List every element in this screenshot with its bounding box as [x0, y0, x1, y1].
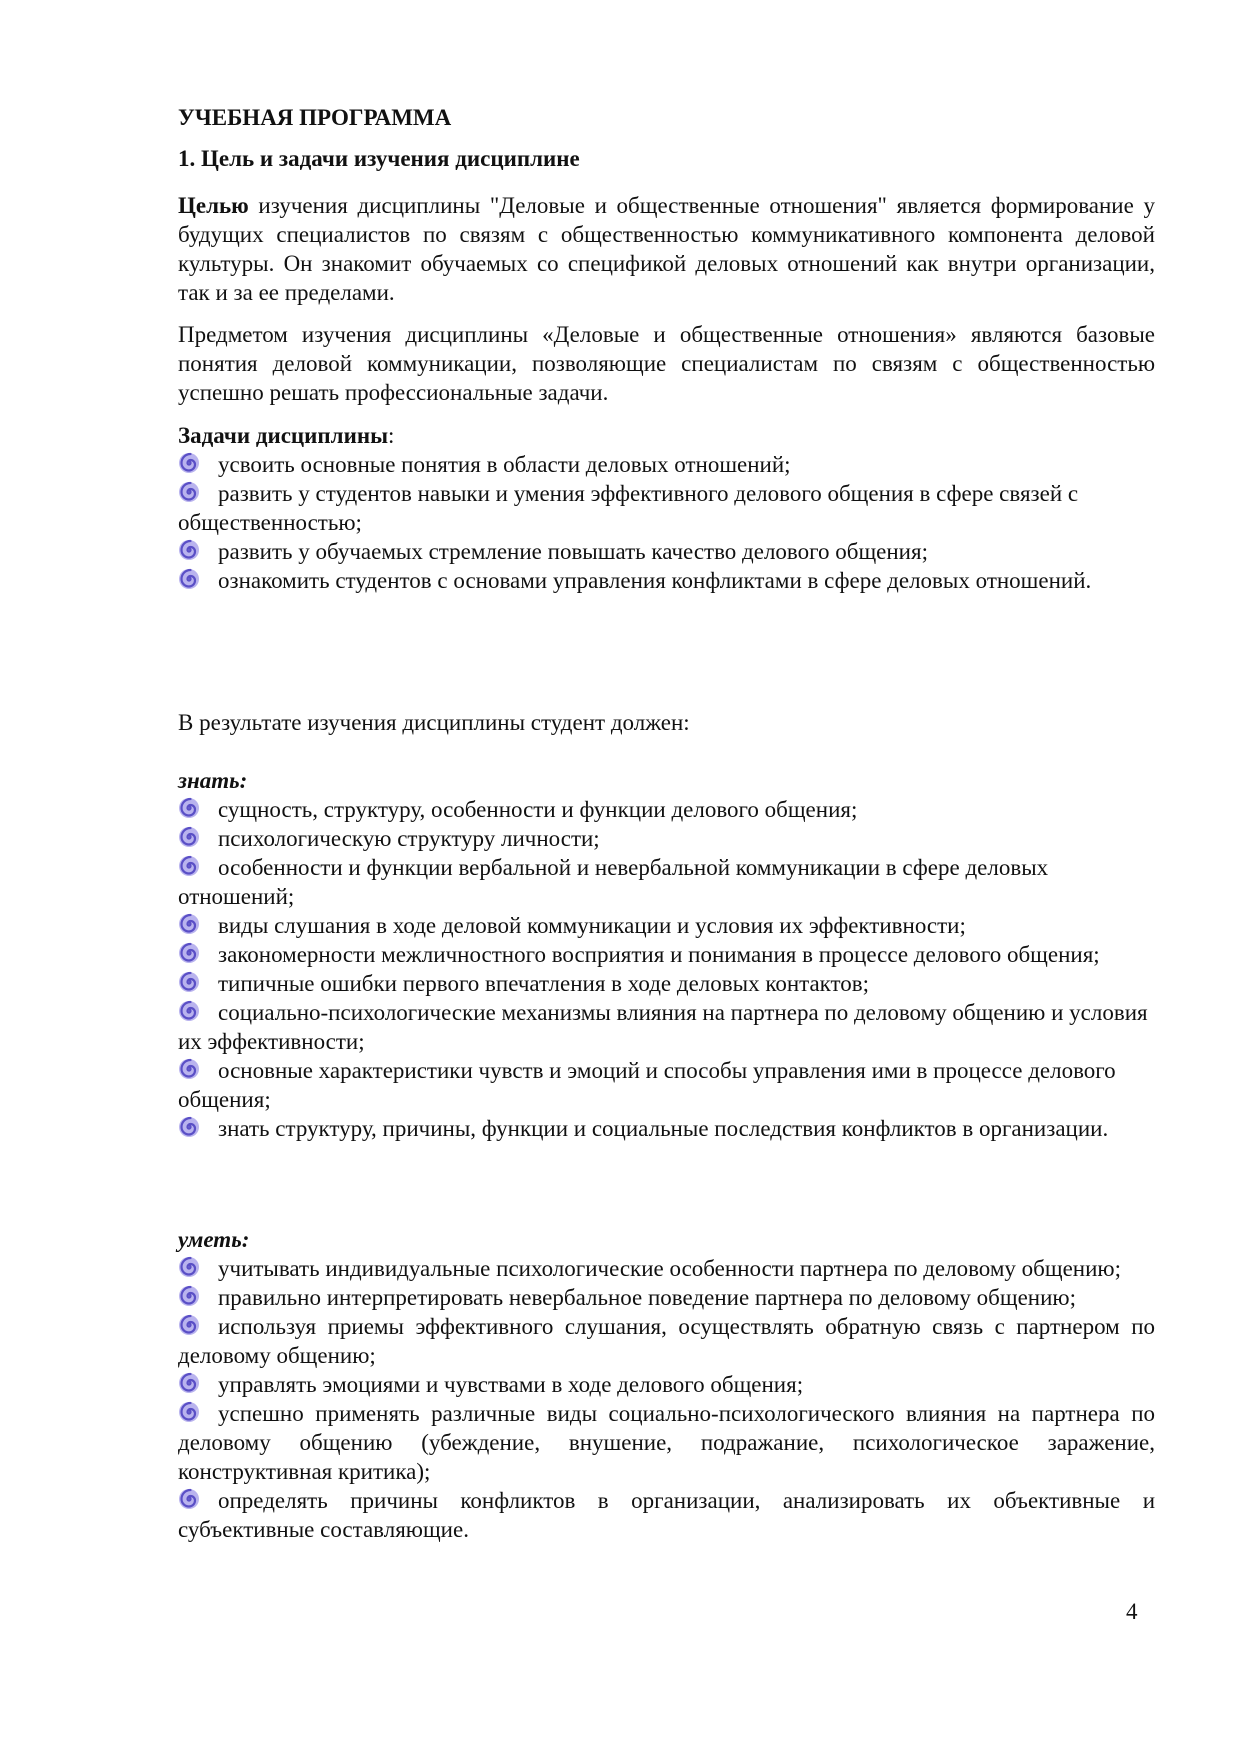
spiral-bullet-icon — [178, 826, 200, 848]
spiral-bullet-icon — [178, 1256, 200, 1278]
list-item-text: закономерности межличностного восприятия и понимания в процессе делового общения; — [218, 942, 1100, 967]
list-item-text: используя приемы эффективного слушания, осуществлять обратную связь с партнером по деловому общению; — [178, 1314, 1155, 1368]
spiral-bullet-icon — [178, 1000, 200, 1022]
document-heading: УЧЕБНАЯ ПРОГРАММА — [178, 105, 452, 130]
spiral-bullet-icon — [178, 1401, 200, 1423]
list-item — [178, 911, 1155, 940]
goal-lead: Целью — [178, 193, 249, 218]
spiral-bullet-icon — [178, 913, 200, 935]
result-intro: В результате изучения дисциплины студент должен: — [178, 710, 690, 735]
list-item-text: типичные ошибки первого впечатления в ходе деловых контактов; — [218, 971, 870, 996]
spiral-bullet-icon — [178, 1372, 200, 1394]
list-item — [178, 969, 1155, 998]
list-item — [178, 795, 1155, 824]
know-list — [178, 795, 1155, 1143]
tasks-heading-colon: : — [388, 423, 395, 448]
spiral-bullet-icon — [178, 1314, 200, 1336]
spiral-bullet-icon — [178, 1116, 200, 1138]
spiral-bullet-icon — [178, 481, 200, 503]
list-item-text: знать структуру, причины, функции и социальные последствия конфликтов в организации. — [218, 1116, 1109, 1141]
tasks-list — [178, 450, 1155, 595]
list-item — [178, 450, 1155, 479]
can-list — [178, 1254, 1155, 1544]
list-item — [178, 940, 1155, 969]
list-item — [178, 1283, 1155, 1312]
list-item-text: особенности и функции вербальной и невербальной коммуникации в сфере деловых отношений; — [178, 855, 1049, 909]
subject-paragraph: Предметом изучения дисциплины «Деловые и общественные отношения» являются базовые понятия деловой коммуникации, позволяющие специалистам по связям с общественностью успешно решать профессиональные задачи. — [178, 322, 1155, 405]
spiral-bullet-icon — [178, 1058, 200, 1080]
list-item-text: психологическую структуру личности; — [218, 826, 600, 851]
list-item — [178, 998, 1155, 1056]
know-heading: знать: — [178, 768, 248, 793]
list-item — [178, 1399, 1155, 1486]
list-item-text: виды слушания в ходе деловой коммуникации и условия их эффективности; — [218, 913, 966, 938]
goal-text: изучения дисциплины "Деловые и общественные отношения" является формирование у будущих специалистов по связям с общественностью коммуникативного компонента деловой культуры. Он знакомит обучаемых со спецификой деловых отношений как внутри организации, так и за ее пределами. — [178, 193, 1155, 305]
list-item — [178, 479, 1155, 537]
list-item — [178, 566, 1155, 595]
list-item — [178, 1486, 1155, 1544]
list-item-text: развить у обучаемых стремление повышать качество делового общения; — [218, 539, 928, 564]
list-item — [178, 1312, 1155, 1370]
spiral-bullet-icon — [178, 942, 200, 964]
tasks-heading — [178, 421, 1155, 450]
list-item-text: ознакомить студентов с основами управления конфликтами в сфере деловых отношений. — [218, 568, 1092, 593]
goal-paragraph — [178, 191, 1155, 307]
list-item-text: социально-психологические механизмы влияния на партнера по деловому общению и условия их эффективности; — [178, 1000, 1148, 1054]
list-item — [178, 1254, 1155, 1283]
can-heading: уметь: — [178, 1227, 250, 1252]
list-item-text: правильно интерпретировать невербальное поведение партнера по деловому общению; — [218, 1285, 1076, 1310]
list-item — [178, 537, 1155, 566]
spiral-bullet-icon — [178, 971, 200, 993]
spiral-bullet-icon — [178, 452, 200, 474]
spiral-bullet-icon — [178, 797, 200, 819]
document-page — [178, 0, 1155, 1754]
list-item-text: управлять эмоциями и чувствами в ходе делового общения; — [218, 1372, 804, 1397]
list-item-text: определять причины конфликтов в организации, анализировать их объективные и субъективные составляющие. — [178, 1488, 1155, 1542]
list-item-text: успешно применять различные виды социально-психологического влияния на партнера по деловому общению (убеждение, внушение, подражание, психологическое заражение, конструктивная критика); — [178, 1401, 1155, 1484]
list-item — [178, 1056, 1155, 1114]
list-item — [178, 853, 1155, 911]
list-item-text: основные характеристики чувств и эмоций и способы управления ими в процессе делового общения; — [178, 1058, 1116, 1112]
spiral-bullet-icon — [178, 1285, 200, 1307]
list-item-text: сущность, структуру, особенности и функции делового общения; — [218, 797, 858, 822]
list-item-text: развить у студентов навыки и умения эффективного делового общения в сфере связей с общественностью; — [178, 481, 1079, 535]
spiral-bullet-icon — [178, 568, 200, 590]
spiral-bullet-icon — [178, 1488, 200, 1510]
page-number: 4 — [1126, 1599, 1138, 1624]
list-item-text: учитывать индивидуальные психологические особенности партнера по деловому общению; — [218, 1256, 1121, 1281]
spiral-bullet-icon — [178, 855, 200, 877]
tasks-heading-label: Задачи дисциплины — [178, 423, 389, 448]
spiral-bullet-icon — [178, 539, 200, 561]
list-item — [178, 1114, 1155, 1143]
list-item — [178, 1370, 1155, 1399]
section-title: 1. Цель и задачи изучения дисциплине — [178, 146, 580, 171]
list-item-text: усвоить основные понятия в области деловых отношений; — [218, 452, 791, 477]
list-item — [178, 824, 1155, 853]
